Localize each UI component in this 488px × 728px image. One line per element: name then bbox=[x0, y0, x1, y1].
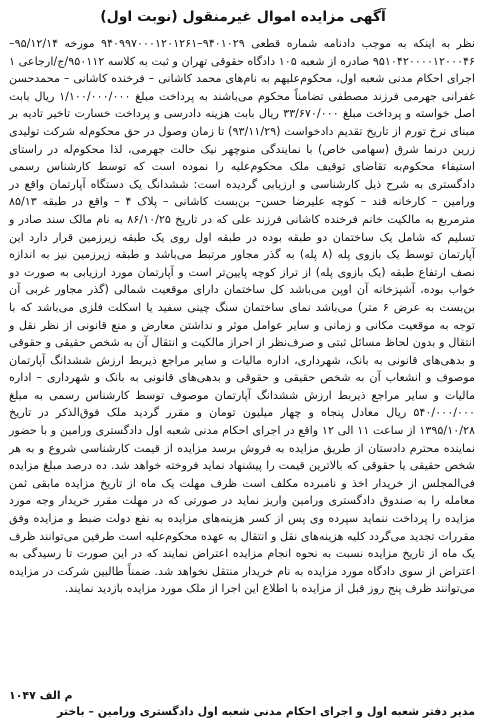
notice-reference-code: م الف ۱۰۴۷ bbox=[9, 689, 73, 702]
notice-footer bbox=[9, 689, 475, 720]
notice-signature: مدیر دفتر شعبه اول و اجرای احکام مدنی شعبه اول دادگستری ورامین – باختر bbox=[57, 705, 475, 718]
notice-title: آگهی مزایده اموال غیرمنقول (نوبت اول) bbox=[100, 9, 386, 25]
notice-body: نظر به اینکه به موجب دادنامه شماره قطعی ۹۴۰۱۰۲۹–۹۴۰۹۹۷۰۰۰۱۲۰۱۲۶۱ مورخه ۹۵/۱۲/۱۴–۹۵۱۰۴۲۰۰۰۰۱۲۰۰۰۴۶ صادره از شعبه ۱۰۵ دادگاه حقوقی تهران و ثبت به کلاسه ۹۵۰۱۱۲/ج/ارجاعی ۱ اجرای احکام مدنی شعبه اول، محکوم‌علیهم به نام‌های محمد کاشانی – فرخنده کاشانی – محمدحسن غفرانی جهرمی فرزند مصطفی تضامناً محکوم می‌باشند به پرداخت مبلغ ۱/۱۰۰/۰۰۰/۰۰۰ ریال بابت اصل خواسته و پرداخت مبلغ ۳۳/۶۷۰/۰۰۰ ریال بابت هزینه دادرسی و پرداخت خسارت تاخیر تادیه بر مبنای نرخ تورم از تاریخ تقدیم دادخواست (۹۳/۱۱/۲۹) تا زمان وصول در حق محکوم‌له شرکت تولیدی زرین درنما شرق (سهامی خاص) با نمایندگی منوچهر نیک حالت جهرمی، لذا محکوم‌له در راستای استیفاء محکوم‌به تقاضای توقیف ملک محکوم‌علیه را نموده است که توسط کارشناس رسمی دادگستری به شرح ذیل کارشناسی و ارزیابی گردیده است: ششدانگ یک دستگاه آپارتمان واقع در ورامین – کارخانه قند – کوچه علیرضا حسن– بن‌بست کاشانی – پلاک ۴ – واقع در طبقه ۸۵/۱۳ مترمربع به مالکیت خانم فرخنده کاشانی فرزند علی که در تاریخ ۸۶/۱۰/۲۵ به نام مالک سند صادر و تسلیم که شامل یک ساختمان دو طبقه بوده در طبقه اول روی یک طبقه زیرزمین قرار دارد این آپارتمان توسط یک بازوی پله (۸ پله) به گذر مجاور مرتبط می‌باشد و طبقه زیرزمین نیز به اندازه نصف ارتفاع طبقه (یک بازوی پله) از تراز کوچه پایین‌تر است و آپارتمان مورد ارزیابی به صورت دو خواب بوده، آشپزخانه آن اوپن می‌باشد کل ساختمان دارای موقعیت شمالی (گذر مجاور غربی آن بن‌بست به عرض ۶ متر) می‌باشد نمای ساختمان سنگ چینی سفید یا اسکلت فلزی می‌باشد که با توجه به موقعیت مکانی و زمانی و سایر عوامل موثر و نداشتن معارض و منع قانونی از نظر نقل و انتقال و بدون لحاظ مسائل ثبتی و صرف‌نظر از احراز مالکیت و انتقال آن به شخص حقیقی و حقوقی و بدهی‌های قانونی به بانک، شهرداری، اداره مالیات و سایر مراجع ذیربط ارزش ششدانگ آپارتمان موصوف و انشعاب آن به شخص حقیقی و حقوقی و بدهی‌های قانونی به بانک و شهرداری – اداره مالیات و سایر مراجع ذیربط ارزش ششدانگ آپارتمان موصوف توسط کارشناس رسمی به مبلغ ۵۴۰/۰۰۰/۰۰۰ ریال معادل پنجاه و چهار میلیون تومان و مقرر گردید ملک فوق‌الذکر در تاریخ ۱۳۹۵/۱۰/۲۸ از ساعت ۱۱ الی ۱۲ واقع در اجرای احکام مدنی شعبه اول دادگستری ورامین و با حضور نماینده محترم دادستان از طریق مزایده به فروش برسد مزایده از قیمت کارشناسی شروع و به هر شخص حقیقی یا حقوقی که بالاترین قیمت را پیشنهاد نماید فروخته خواهد شد. ده درصد مبلغ مزایده فی‌المجلس از خریدار اخذ و نامبرده مکلف است ظرف مهلت یک ماه از تاریخ مزایده مابقی ثمن معامله را به صندوق دادگستری ورامین واریز نماید در صورتی که در مهلت مقرر خریدار وجه مورد مزایده را پرداخت ننماید سپرده وی پس از کسر هزینه‌های مزایده به نفع دولت ضبط و مزایده وفق مقررات تجدید می‌گردد کلیه هزینه‌های نقل و انتقال به عهده محکوم‌علیه است طرفین می‌توانند ظرف یک ماه از تاریخ مزایده نسبت به نحوه انجام مزایده اعتراض نمایند که در این صورت تا رسیدگی به اعتراض از سوی دادگاه مورد مزایده به نام خریدار منتقل نخواهد شد. ضمناً طالبین شرکت در مزایده می‌توانند ظرف پنج روز قبل از مزایده با اطلاع این اجرا از ملک مورد مزایده بازدید نمایند. bbox=[9, 37, 476, 596]
auction-notice bbox=[3, 3, 483, 724]
